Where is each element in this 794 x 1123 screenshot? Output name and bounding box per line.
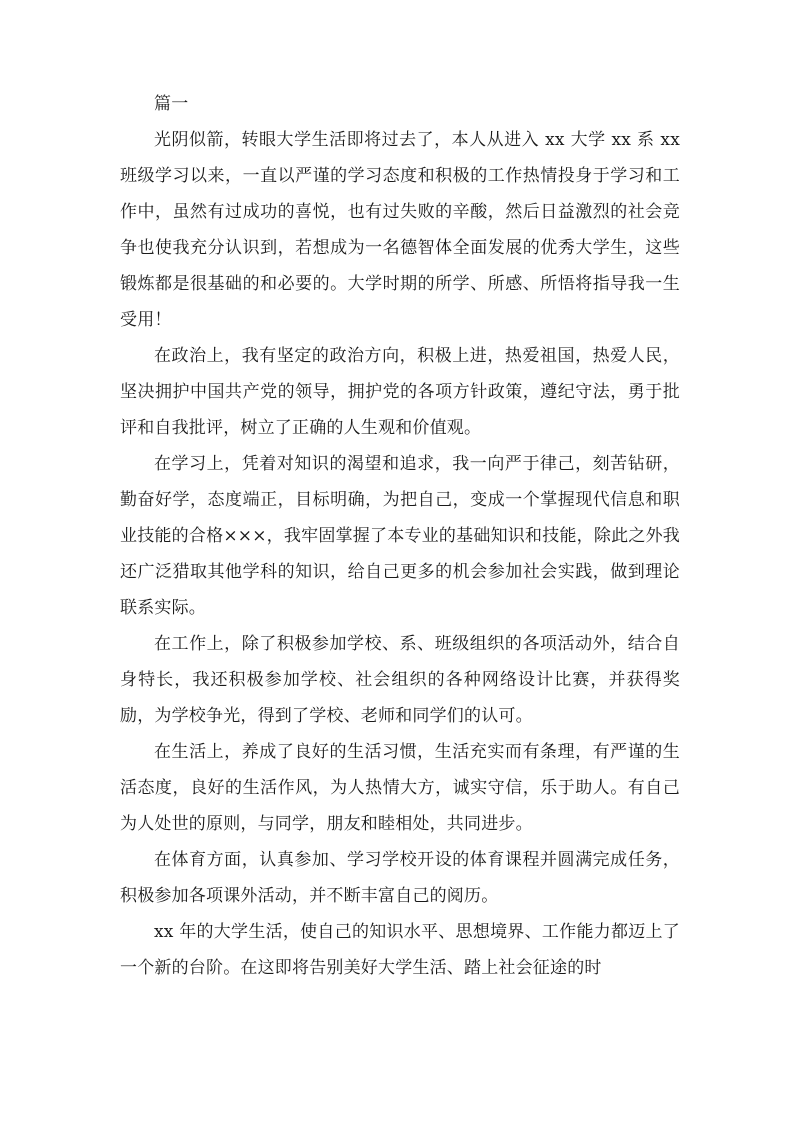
paragraph-work: 在工作上，除了积极参加学校、系、班级组织的各项活动外，结合自身特长，我还积极参加学校、社会组织的各种网络设计比赛，并获得奖励，为学校争光，得到了学校、老师和同学们的认可。 <box>120 634 680 726</box>
document-body <box>120 86 680 986</box>
paragraph-study: 在学习上，凭着对知识的渴望和追求，我一向严于律己，刻苦钻研，勤奋好学，态度端正，目标明确，为把自己，变成一个掌握现代信息和职业技能的合格×××，我牢固掌握了本专业的基础知识和技能，除此之外我还广泛猎取其他学科的知识，给自己更多的机会参加社会实践，做到理论联系实际。 <box>120 454 680 618</box>
paragraph-conclusion: xx 年的大学生活，使自己的知识水平、思想境界、工作能力都迈上了一个新的台阶。在这即将告别美好大学生活、踏上社会征途的时 <box>120 922 680 978</box>
paragraph-politics: 在政治上，我有坚定的政治方向，积极上进，热爱祖国，热爱人民，坚决拥护中国共产党的领导，拥护党的各项方针政策，遵纪守法，勇于批评和自我批评，树立了正确的人生观和价值观。 <box>120 346 680 438</box>
paragraph-intro: 光阴似箭，转眼大学生活即将过去了，本人从进入 xx 大学 xx 系 xx 班级学习以来，一直以严谨的学习态度和积极的工作热情投身于学习和工作中，虽然有过成功的喜悦，也有过失败的辛酸，然后日益激烈的社会竞争也使我充分认识到，若想成为一名德智体全面发展的优秀大学生，这些锻炼都是很基础的和必要的。大学时期的所学、所感、所悟将指导我一生受用！ <box>120 130 680 330</box>
paragraph-life: 在生活上，养成了良好的生活习惯，生活充实而有条理，有严谨的生活态度，良好的生活作风，为人热情大方，诚实守信，乐于助人。有自己为人处世的原则，与同学，朋友和睦相处，共同进步。 <box>120 742 680 834</box>
paragraph-sports: 在体育方面，认真参加、学习学校开设的体育课程并圆满完成任务，积极参加各项课外活动，并不断丰富自己的阅历。 <box>120 850 680 906</box>
section-heading: 篇一 <box>154 94 189 114</box>
